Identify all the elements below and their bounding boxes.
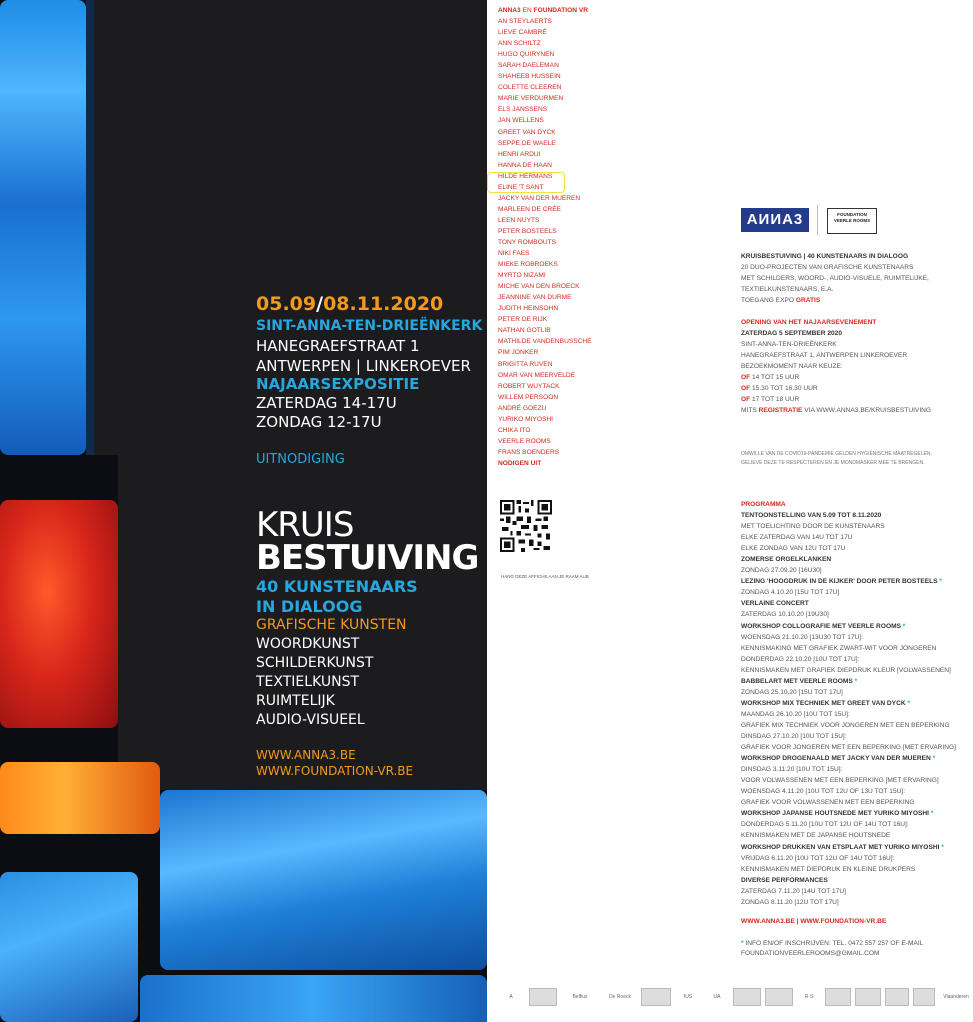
stained-glass-red [0,500,118,728]
sponsor-logo: Vlaanderen [943,994,969,1000]
programma-event-title: WORKSHOP DRUKKEN VAN ETSPLAAT MET YURIKO MIYOSHI * [741,843,944,851]
artist-name: TONY ROMBOUTS [498,238,557,246]
poster-subtitle-line1: 40 KUNSTENAARS [256,577,418,596]
discipline: SCHILDERKUNST [256,655,374,671]
artist-name: MIEKE ROBROEKS [498,261,558,269]
sponsor-logo [641,988,671,1006]
programma-event-detail: VRIJDAG 6.11.20 [10U TOT 12U OF 14U TOT 16U]: [741,854,895,862]
artist-name: GREET VAN DYCK [498,128,556,136]
stained-glass-blue [140,975,487,1022]
artist-name: MICHE VAN DEN BROECK [498,283,580,291]
artist-name: HILDE HERMANS [498,172,553,180]
programma-event-detail: WOENSDAG 4.11.20 [10U TOT 12U OF 13U TOT 15U]: [741,788,906,796]
artist-name: ANDRÉ GOEZU [498,404,547,412]
artist-name: BRIGITTA RUVEN [498,360,553,368]
opening-hours-saturday: ZATERDAG 14-17U [256,394,397,412]
artist-list-header: ANNA3 EN FOUNDATION VR [498,7,589,14]
stained-glass-blue [160,790,487,970]
programma-event-detail: GRAFIEK VOOR VOLWASSENEN MET EEN BEPERKING [741,799,915,807]
artist-name: CHIKA ITO [498,426,531,434]
artist-name: COLETTE CLEEREN [498,84,562,92]
opening-line: HANEGRAEFSTRAAT 1, ANTWERPEN LINKEROEVER [741,352,908,359]
covid-notice: GELIEVE DEZE TE RESPECTEREN EN JE MONDMASKER MEE TE BRENGEN. [741,460,925,466]
artist-name: OMAR VAN MEERVELDE [498,371,576,379]
programma-event-title: WORKSHOP MIX TECHNIEK MET GREET VAN DYCK * [741,699,911,707]
contact-email[interactable]: FOUNDATIONVEERLEROOMS@GMAIL.COM [741,950,880,957]
programma-event-detail: KENNISMAKEN MET DE JAPANSE HOUTSNEDE [741,832,891,840]
programma-event-title: VERLAINE CONCERT [741,600,809,608]
programma-event-title: BABBELART MET VEERLE ROOMS * [741,677,858,685]
programma-event-detail: MET TOELICHTING DOOR DE KUNSTENAARS [741,523,885,531]
artist-name: MYRTO NIZAMI [498,272,546,280]
artist-name: ROBERT WUYTACK [498,382,560,390]
artist-name: HENRI ARDUI [498,150,541,158]
qr-caption: HANG DEZE AFFICHE AAN JE RAAM AUB [501,574,589,579]
exhibition-dates: 05.09/08.11.2020 [256,293,444,315]
sponsor-logo: IUS [683,994,693,1000]
foundation-logo: FOUNDATION VEERLE ROOMS [827,208,877,234]
artist-name: SEPPE DE WAELE [498,139,556,147]
programma-event-detail: DINSDAG 27.10.20 [10U TOT 15U]: [741,733,847,740]
artist-name: ANN SCHILTZ [498,40,541,48]
website-link-foundation[interactable]: WWW.FOUNDATION-VR.BE [256,764,414,778]
sponsor-logo: De Roeck [609,994,631,1000]
artist-name: ELS JANSSENS [498,106,548,114]
programma-event-detail: KENNISMAKING MET GRAFIEK ZWART-WIT VOOR JONGEREN [741,644,937,652]
time-slot: OF 14 TOT 15 UUR [741,374,800,381]
artist-name: NATHAN GOTLIB [498,327,551,335]
covid-notice: OMWILLE VAN DE COVID19-PANDEMIE GELDEN HYGIËNISCHE MAATREGELEN. [741,451,932,457]
programma-heading: PROGRAMMA [741,501,786,508]
programma-event-detail: ZATERDAG 7.11.20 [14U TOT 17U] [741,887,846,895]
registration-line: MITS REGISTRATIE VIA WWW.ANNA3.BE/KRUISBESTUIVING [741,407,932,414]
logo-divider [817,205,818,235]
selection-highlight [487,172,565,193]
registration-star-icon: * [900,622,906,630]
discipline: RUIMTELIJK [256,693,335,709]
sponsor-logo: R·S [804,994,814,1000]
programma-event-detail: ZONDAG 25.10.20 [15U TOT 17U] [741,688,843,696]
artist-name: PIM JONKER [498,349,539,357]
sponsor-logo [733,988,761,1006]
poster-title-line1: KRUIS [256,505,354,545]
programma-event-title: WORKSHOP JAPANSE HOUTSNEDE MET YURIKO MIYOSHI * [741,810,934,818]
sponsor-logos [497,988,967,1006]
programma-event-detail: ELKE ZATERDAG VAN 14U TOT 17U [741,534,853,542]
programma-event-detail: ELKE ZONDAG VAN 12U TOT 17U [741,545,846,553]
artist-name: JUDITH HEINSOHN [498,305,559,313]
website-link-anna3[interactable]: WWW.ANNA3.BE [256,748,356,762]
logo-group [741,205,881,237]
artist-name: JAN WELLENS [498,117,544,125]
programma-event-title: TENTOONSTELLING VAN 5.09 TOT 8.11.2020 [741,512,882,519]
info-heading: KRUISBESTUIVING | 40 KUNSTENAARS IN DIALOOG [741,253,909,260]
invitation-label: UITNODIGING [256,452,345,467]
artist-name: FRANS BOENDERS [498,448,560,456]
artist-name: HUGO QUIRYNEN [498,51,555,59]
artist-name: ELINE 'T SANT [498,183,544,191]
opening-date: ZATERDAG 5 SEPTEMBER 2020 [741,330,843,337]
time-slot: OF 15.30 TOT 16.30 UUR [741,385,818,392]
programma-event-title: WORKSHOP DROGENAALD MET JACKY VAN DER MUEREN * [741,755,936,763]
opening-hours-sunday: ZONDAG 12-17U [256,413,382,431]
registration-star-icon: * [939,843,944,851]
registration-star-icon: * [905,699,911,707]
info-line: 20 DUO-PROJECTEN VAN GRAFISCHE KUNSTENAARS [741,264,914,271]
discipline-highlight: GRAFISCHE KUNSTEN [256,617,407,633]
discipline: TEXTIELKUNST [256,674,360,690]
entry-free: TOEGANG EXPO GRATIS [741,297,821,304]
artist-name: YURIKO MIYOSHI [498,415,553,423]
venue-city: ANTWERPEN | LINKEROEVER [256,357,471,375]
artist-name: HANNA DE HAAN [498,161,552,169]
artist-list [498,5,648,469]
venue-street: HANEGRAEFSTRAAT 1 [256,337,420,355]
artist-name: SARAH DAELEMAN [498,62,559,70]
registration-star-icon: * [928,810,934,818]
contact-line: * INFO EN/OF INSCHRIJVEN: TEL. 0472 557 257 OF E-MAIL [741,940,924,947]
registration-star-icon: * [937,578,942,586]
programma-event-title: ZOMERSE ORGELKLANKEN [741,556,832,564]
artist-name: MATHILDE VANDENBUSSCHE [498,338,592,346]
opening-heading: OPENING VAN HET NAJAARSEVENEMENT [741,319,877,326]
programma-event-detail: GRAFIEK VOOR JONGEREN MET EEN BEPERKING [MET ERVARING] [741,744,956,752]
artist-name: AN STEYLAERTS [498,18,552,26]
artist-name: NIKI FAES [498,250,530,258]
sponsor-logo: A [509,994,513,1000]
info-line: MET SCHILDERS, WOORD-, AUDIO-VISUELE, RUIMTELIJKE, [741,275,929,282]
programma-event-detail: KENNISMAKEN MET DIEPDRUK EN KLEINE DRUKPERS [741,865,916,873]
programma-event-title: WORKSHOP COLLOGRAFIE MET VEERLE ROOMS * [741,622,906,630]
registration-star-icon: * [852,677,858,685]
programma-event-title: DIVERSE PERFORMANCES [741,876,828,884]
opening-line: BEZOEKMOMENT NAAR KEUZE: [741,363,843,370]
discipline: WOORDKUNST [256,636,360,652]
sponsor-logo [529,988,557,1006]
registration-star-icon: * [930,755,936,763]
poster-title-line2: BESTUIVING [256,538,479,578]
programma-event-detail: DONDERDAG 22.10.20 [10U TOT 17U]: [741,655,860,663]
programma-event-detail: ZONDAG 8.11.20 [12U TOT 17U] [741,898,839,906]
sponsor-logo [765,988,793,1006]
artist-name: JACKY VAN DER MUEREN [498,194,581,202]
artist-name: VEERLE ROOMS [498,437,551,445]
artist-name: SHAHEEB HUSSEIN [498,73,561,81]
programma-event-detail: MAANDAG 26.10.20 [10U TOT 15U]: [741,710,850,718]
programma-event-title: LEZING 'HOOGDRUK IN DE KIJKER' DOOR PETER BOSTEELS * [741,578,942,586]
info-line: TEXTIELKUNSTENAARS, E.A. [741,286,834,293]
programma-event-detail: ZATERDAG 10.10.20 [19U30] [741,611,829,619]
sponsor-logo [825,988,851,1006]
discipline: AUDIO-VISUEEL [256,712,365,728]
artist-name: JEANNINE VAN DURME [498,294,572,302]
artist-name: MARIE VERDURMEN [498,95,564,103]
artist-name: PETER BOSTEELS [498,227,557,235]
programma-event-detail: DINSDAG 3.11.20 [10U TOT 15U]: [741,766,843,774]
artist-name: LIEVE CAMBRÉ [498,29,547,37]
expo-label: NAJAARSEXPOSITIE [256,375,420,393]
programma-event-detail: ZONDAG 4.10.20 [15U TOT 17U] [741,589,840,597]
anna3-logo: AИИA3 [741,208,809,232]
qr-code-icon[interactable] [500,500,552,552]
artist-name: LEEN NUYTS [498,216,540,224]
sponsor-logo: Belfius [572,994,588,1000]
stained-glass-blue [0,0,86,455]
programma-event-detail: GRAFIEK MIX TECHNIEK VOOR JONGEREN MET EEN BEPERKING [741,721,950,729]
artist-list-footer: NODIGEN UIT [498,459,542,467]
artist-name: WILLEM PERSOON [498,393,559,401]
sponsor-logo [855,988,881,1006]
footer-urls[interactable]: WWW.ANNA3.BE | WWW.FOUNDATION-VR.BE [741,918,887,925]
time-slot: OF 17 TOT 18 UUR [741,396,800,403]
info-panel [487,0,973,1022]
opening-line: SINT-ANNA-TEN-DRIEËNKERK [741,341,837,348]
programma-event-detail: KENNISMAKEN MET GRAFIEK DIEPDRUK KLEUR [VOLWASSENEN] [741,666,951,674]
glass-lead-strip [86,0,94,455]
programma-event-detail: ZONDAG 27.09.20 [16U30] [741,567,822,575]
sponsor-logo [885,988,909,1006]
stained-glass-blue [0,872,138,1022]
sponsor-logo [913,988,935,1006]
artist-name: PETER DE RIJK [498,316,548,324]
programma-event-detail: DONDERDAG 5.11.20 [10U TOT 12U OF 14U TOT 16U]: [741,821,909,829]
programma-event-detail: WOENSDAG 21.10.20 [13U30 TOT 17U]: [741,633,864,641]
stained-glass-orange [0,762,160,834]
sponsor-logo: UA [713,994,721,1000]
artist-name: MARLEEN DE CRÉE [498,205,562,213]
poster-subtitle-line2: IN DIALOOG [256,597,363,616]
venue-name: SINT-ANNA-TEN-DRIEËNKERK [256,318,483,334]
programma-event-detail: VOOR VOLWASSENEN MET EEN BEPERKING [MET ERVARING] [741,777,939,785]
